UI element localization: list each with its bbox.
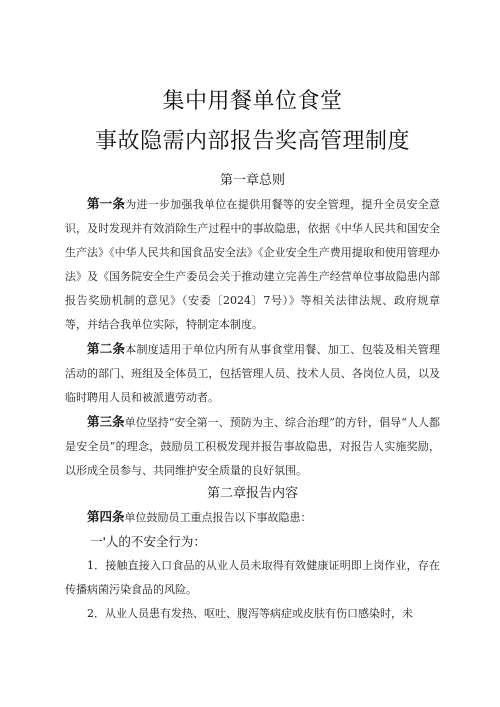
article-3 [65, 410, 440, 483]
article-1-label: 第一条 [87, 196, 126, 211]
list-item-2: 2．从业人员患有发热、呕吐、腹泻等病症或皮肤有伤口感染时，未 [87, 607, 413, 620]
article-1 [65, 192, 440, 337]
article-4-label: 第四条 [87, 509, 125, 524]
title-block [65, 0, 440, 162]
chapter-2-heading: 第二章报告内容 [206, 486, 298, 501]
chapter-1-heading: 第一章总则 [219, 173, 285, 188]
article-3-text: 单位坚持“安全第一、预防为主、综合治理”的方针，倡导“人人都是安全员”的理念，鼓励员工积极发现并报告事故隐患，对报告人实施奖励，以形成全员参与、共同维护安全质量的良好氛围。 [65, 416, 440, 477]
document-title-line-1: 集中用餐单位食堂 [162, 89, 343, 114]
article-2-label: 第二条 [87, 341, 126, 356]
section-1-heading: 一'人的不安全行为： [90, 534, 206, 549]
article-2-text: 本制度适用于单位内所有从事食堂用餐、加工、包装及相关管理活动的部门、班组及全体员工，包括管理人员、技术人员、各岗位人员，以及临时聘用人员和被派遣劳动者。 [65, 343, 440, 404]
article-4-text: 单位鼓励员工重点报告以下事故隐患： [124, 511, 312, 524]
list-item-1: 1．接触直接入口食品的从业人员未取得有效健康证明即上岗作业，存在传播病菌污染食品的风险。 [65, 559, 440, 596]
article-1-text: 为进一步加强我单位在提供用餐等的安全管理，提升全员安全意识，及时发现并有效消除生产过程中的事故隐患，依据《中华人民共和国安全生产法》《中华人民共和国食品安全法》《企业安全生产费用提取和使用管理办法》及《国务院安全生产委员会关于推动建立完善生产经营单位事故隐患内部报告奖励机制的意见》（安委〔2024〕7号）》等相关法律法规、政府规章等，并结合我单位实际，特制定本制度。 [65, 198, 440, 331]
document-title-line-2: 事故隐需内部报告奖高管理制度 [94, 129, 410, 154]
article-2 [65, 337, 440, 410]
article-4 [65, 505, 440, 530]
article-3-label: 第三条 [87, 414, 125, 429]
